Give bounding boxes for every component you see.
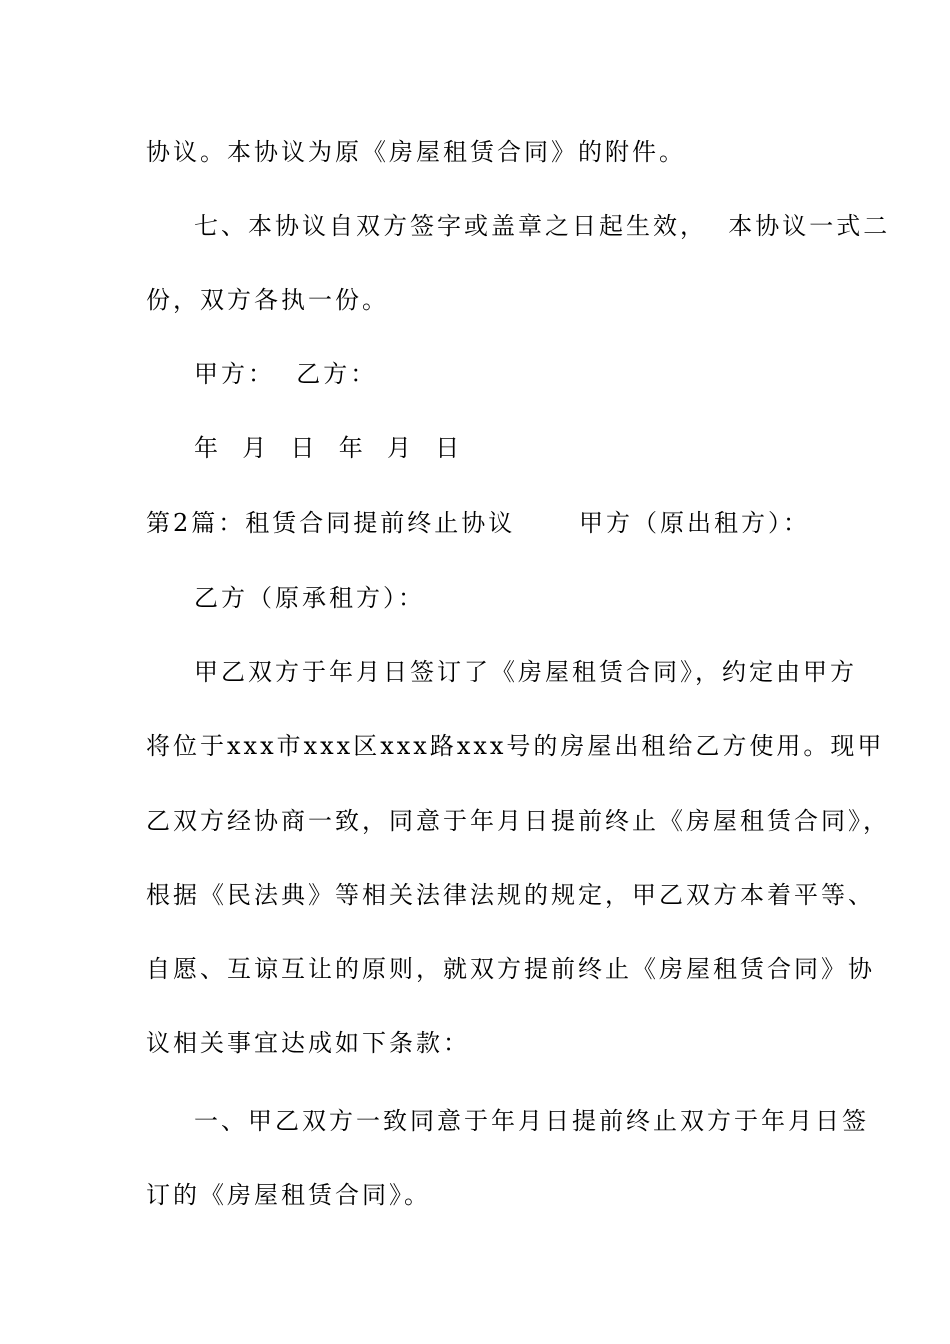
text-line: 七、本协议自双方签字或盖章之日起生效， 本协议一式二 <box>194 212 891 240</box>
text-line: 一、甲乙双方一致同意于年月日提前终止双方于年月日签 <box>194 1107 869 1135</box>
text-line: 协议。本协议为原《房屋租赁合同》的附件。 <box>146 138 686 166</box>
section-heading: 第2篇：租赁合同提前终止协议 甲方（原出租方）： <box>146 509 811 537</box>
text-line: 乙方（原承租方）： <box>194 584 425 612</box>
text-line: 甲乙双方于年月日签订了《房屋租赁合同》，约定由甲方 <box>194 658 857 686</box>
text-line: 年 月 日 年 月 日 <box>194 434 463 462</box>
text-line: 根据《民法典》等相关法律法规的规定，甲乙双方本着平等、 <box>146 881 875 909</box>
text-line: 甲方： 乙方： <box>194 360 378 388</box>
text-line: 将位于xxx市xxx区xxx路xxx号的房屋出租给乙方使用。现甲 <box>146 732 885 760</box>
text-line: 份，双方各执一份。 <box>146 286 389 314</box>
text-line: 议相关事宜达成如下条款： <box>146 1029 470 1057</box>
text-line: 乙双方经协商一致，同意于年月日提前终止《房屋租赁合同》， <box>146 807 890 835</box>
text-line: 自愿、互谅互让的原则，就双方提前终止《房屋租赁合同》协 <box>146 955 875 983</box>
text-line: 订的《房屋租赁合同》。 <box>146 1181 431 1209</box>
